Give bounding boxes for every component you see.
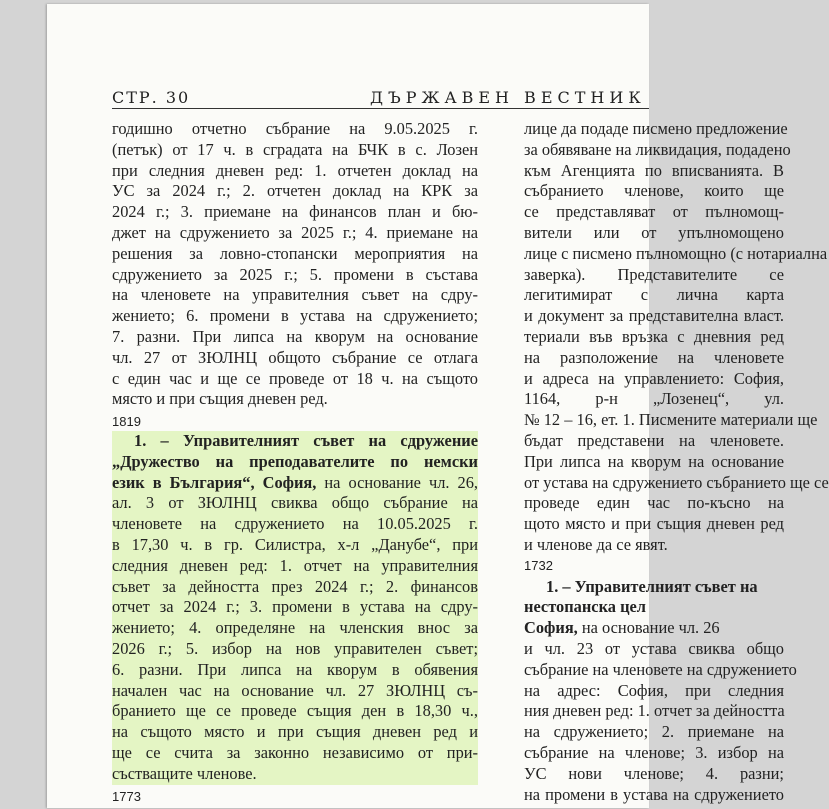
text-line: жението; 6. промени в устава на сдружението;: [112, 306, 478, 326]
text-line: се представляват от пълномощ-: [524, 202, 784, 222]
text-line: от устава на сдружението събранието ще се: [524, 472, 829, 492]
header-rule: [112, 108, 649, 109]
notice-heading-line: [524, 597, 784, 618]
text-line: годишно отчетно събрание на 9.05.2025 г.: [112, 119, 478, 138]
text-line: в 17,30 ч. в гр. Силистра, х-л „Данубе“, при: [112, 534, 478, 554]
notice-number: 1732: [524, 557, 553, 573]
text-line: лице с писмено пълномощно (с нотариална: [524, 243, 828, 263]
notice-heading-line: [112, 431, 478, 452]
organization-name: „Дружество на преподавателите по немски: [112, 451, 478, 471]
text-line: бъдат представени на членовете.: [524, 430, 784, 450]
text-line: УС за 2024 г.; 2. отчетен доклад на КРК за: [112, 181, 478, 201]
notice-heading-line: [112, 452, 478, 473]
text-line: на промени в устава на сдружението: [524, 784, 784, 804]
text-line: УС нови членове; 4. разни;: [524, 763, 784, 783]
text-line: ния дневен ред: 1. отчет за дейността: [524, 701, 785, 721]
text-line: ал. 3 от ЗЮЛНЦ свиква общо събрание на: [112, 493, 478, 513]
organization-name-end: език в България“, София,: [112, 472, 317, 492]
text-line: следния дневен ред: 1. отчет на управителния: [112, 555, 478, 575]
notice-heading: 1. – Управителният съвет на: [546, 576, 758, 596]
text-line: на адрес: София, при следния: [524, 680, 784, 700]
text-line: на членовете на управителния съвет на сдру-: [112, 285, 478, 305]
right-column: [524, 119, 829, 805]
notice-heading-line: [524, 577, 784, 598]
highlighted-notice[interactable]: [112, 431, 478, 785]
text-line: № 12 – 16, ет. 1. Писмените материали ще: [524, 410, 818, 430]
notice-number: 1819: [112, 414, 141, 430]
text-line: отчет за 2024 г.; 3. промени в устава на сдру-: [112, 597, 478, 617]
organization-city: София,: [524, 618, 578, 638]
text-line: и чл. 23 от устава свиква общо: [524, 638, 784, 658]
text-line: При липса на кворум на основание: [524, 451, 784, 471]
text-line: събранието членове, които ще: [524, 181, 784, 201]
left-column: [112, 119, 478, 805]
text-line: членовете на сдружението на 10.05.2025 г.: [112, 514, 478, 534]
text-line: събрание на членовете на сдружението: [524, 659, 797, 679]
text-line: легитимират с лична карта: [524, 285, 784, 305]
text-line: 2024 г.; 3. приемане на финансов план и бю-: [112, 202, 478, 222]
text-line: чл. 27 от ЗЮЛНЦ общото събрание се отлага: [112, 347, 478, 367]
text-line: лице да подаде писмено предложение: [524, 119, 788, 138]
text-line: към Агенцията по вписванията. В: [524, 160, 784, 180]
text-line: сдружението за 2025 г.; 5. промени в състава: [112, 264, 478, 284]
notice-heading-line: [112, 473, 478, 494]
text-line: на разположение на членовете: [524, 347, 784, 367]
notice-heading-line: [524, 618, 784, 639]
text-line: 1164, р-н „Лозенец“, ул.: [524, 389, 784, 409]
page-number: СТР. 30: [112, 88, 191, 107]
text-line: (петък) от 17 ч. в сградата на БЧК в с. Лозен: [112, 139, 478, 159]
text-line: 2026 г.; 5. избор на нов управителен съвет;: [112, 638, 478, 658]
text-line: бранието ще се проведе същия ден в 18,30 ч.,: [112, 701, 478, 721]
text-line: жението; 4. определяне на членския внос за: [112, 618, 478, 638]
text-line: решения за ловно-стопански мероприятия на: [112, 243, 478, 263]
text-line: проведе един час по-късно на: [524, 493, 784, 513]
text-fragment: на основание чл. 26,: [316, 472, 478, 492]
gazette-title: ДЪРЖАВЕН ВЕСТНИК: [370, 88, 646, 107]
text-fragment: на основание чл. 26: [577, 618, 720, 638]
text-line: на сдружението; 2. приемане на: [524, 722, 784, 742]
text-line: и членове да се явят.: [524, 534, 668, 554]
text-line: с един час и ще се проведе от 18 ч. на същото: [112, 368, 478, 388]
notice-number: 1773: [112, 788, 141, 804]
text-line: 7. разни. При липса на кворум на основание: [112, 326, 478, 346]
text-line: ще се счита за законно независимо от при-: [112, 742, 478, 762]
notice-text-previous: [112, 119, 478, 410]
text-line: щото място и при същия дневен ред: [524, 514, 784, 534]
organization-name: нестопанска цел: [524, 597, 646, 617]
text-line: начален час на основание чл. 27 ЗЮЛНЦ съ-: [112, 680, 478, 700]
gazette-page: [47, 4, 829, 808]
text-line: и документ за представителна власт.: [524, 306, 784, 326]
text-line: събрание на членове; 3. избор на: [524, 742, 784, 762]
text-line: на същото място и при същия дневен ред и: [112, 722, 478, 742]
text-line: състващите членове.: [112, 763, 257, 783]
text-line: за обявяване на ликвидация, подадено: [524, 139, 791, 159]
text-line: 6. разни. При липса на кворум в обявения: [112, 659, 478, 679]
text-line: джет на сдружението за 2025 г.; 4. приемане на: [112, 222, 478, 242]
text-line: съвет за дейността през 2024 г.; 2. финансов: [112, 576, 478, 596]
text-line: място и при същия дневен ред.: [112, 389, 328, 409]
text-line: при следния дневен ред: 1. отчетен доклад на: [112, 160, 478, 180]
text-line: териали във връзка с дневния ред: [524, 326, 784, 346]
notice-heading: 1. – Управителният съвет на сдружение: [134, 430, 478, 450]
text-line: заверка). Представителите се: [524, 264, 784, 284]
text-line: вители или от упълномощено: [524, 222, 784, 242]
text-line: и адреса на управлението: София,: [524, 368, 784, 388]
page-header: [112, 86, 649, 108]
